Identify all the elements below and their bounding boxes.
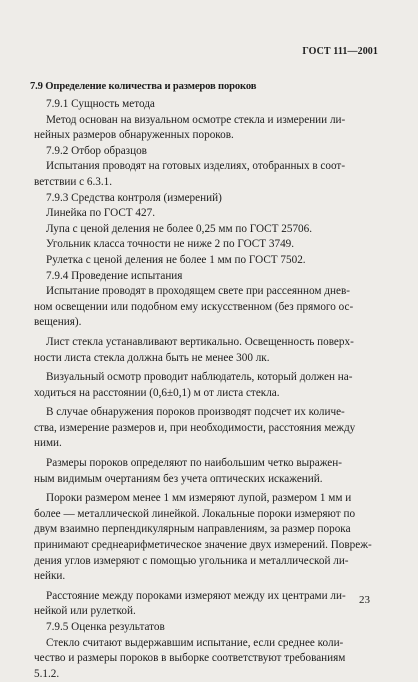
text-line: Метод основан на визуальном осмотре стекла и измерении ли- [46,113,346,126]
text-line: Стекло считают выдержавшим испытание, если среднее коли- [46,636,344,649]
text-line: ства, измерение размеров и, при необходимости, расстояния между [34,421,356,434]
text-line: Визуальный осмотр проводит наблюдатель, который должен на- [46,371,353,384]
text-line: двум взаимно перпендикулярным направлениям, за размер порока [34,523,351,536]
text-line: Испытания проводят на готовых изделиях, отобранных в соот- [46,160,346,173]
text-line: ними. [34,437,62,450]
text-line: Лупа с ценой деления не более 0,25 мм по ГОСТ 25706. [46,222,313,235]
text-line: ным видимым очертаниям без учета оптических искажений. [34,472,323,485]
text-line: Угольник класса точности не ниже 2 по ГОСТ 3749. [46,238,295,251]
text-line: чество и размеры пороков в выборке соответствуют требованиям [34,652,346,665]
section-title: 7.9 Определение количества и размеров пороков [30,81,257,92]
text-line: 7.9.4 Проведение испытания [46,269,183,282]
text-line: ности листа стекла должна быть не менее 300 лк. [34,351,270,364]
text-line: Рулетка с ценой деления не более 1 мм по ГОСТ 7502. [46,253,306,266]
text-line: вещения). [34,316,82,329]
text-line: Расстояние между пороками измеряют между их центрами ли- [46,589,346,602]
text-line: Пороки размером менее 1 мм измеряют лупой, размером 1 мм и [46,492,352,505]
text-line: принимают среднеарифметическое значение двух измерений. Повреж- [34,539,372,552]
text-line: 7.9.1 Сущность метода [46,98,155,110]
text-line: 7.9.2 Отбор образцов [46,144,147,157]
text-line: дения углов измеряют с помощью угольника и металлической ли- [34,554,349,567]
text-line: Лист стекла устанавливают вертикально. Освещенность поверх- [46,335,354,348]
text-line: В случае обнаружения пороков производят подсчет их количе- [46,406,345,419]
body-text [34,97,384,682]
text-line: Линейка по ГОСТ 427. [46,207,155,220]
text-line: нейкой или рулеткой. [34,605,136,618]
text-line: Размеры пороков определяют по наибольшим четко выражен- [46,457,342,470]
text-line: нейки. [34,570,66,583]
text-line: ветствии с 6.3.1. [34,175,113,188]
text-line: 5.1.2. [34,667,60,680]
text-line: более — металлической линейкой. Локальные пороки измеряют по [34,507,356,520]
text-line: 7.9.3 Средства контроля (измерений) [46,191,222,204]
text-line: Испытание проводят в проходящем свете при рассеянном днев- [46,285,350,298]
running-header: ГОСТ 111—2001 [302,46,378,57]
text-line: ходиться на расстоянии (0,6±0,1) м от листа стекла. [34,386,280,399]
text-line: ном освещении или подобном ему искусственном (без прямого ос- [34,300,354,313]
page-number: 23 [359,594,370,606]
text-line: нейных размеров обнаруженных пороков. [34,129,234,142]
text-line: 7.9.5 Оценка результатов [46,621,165,633]
